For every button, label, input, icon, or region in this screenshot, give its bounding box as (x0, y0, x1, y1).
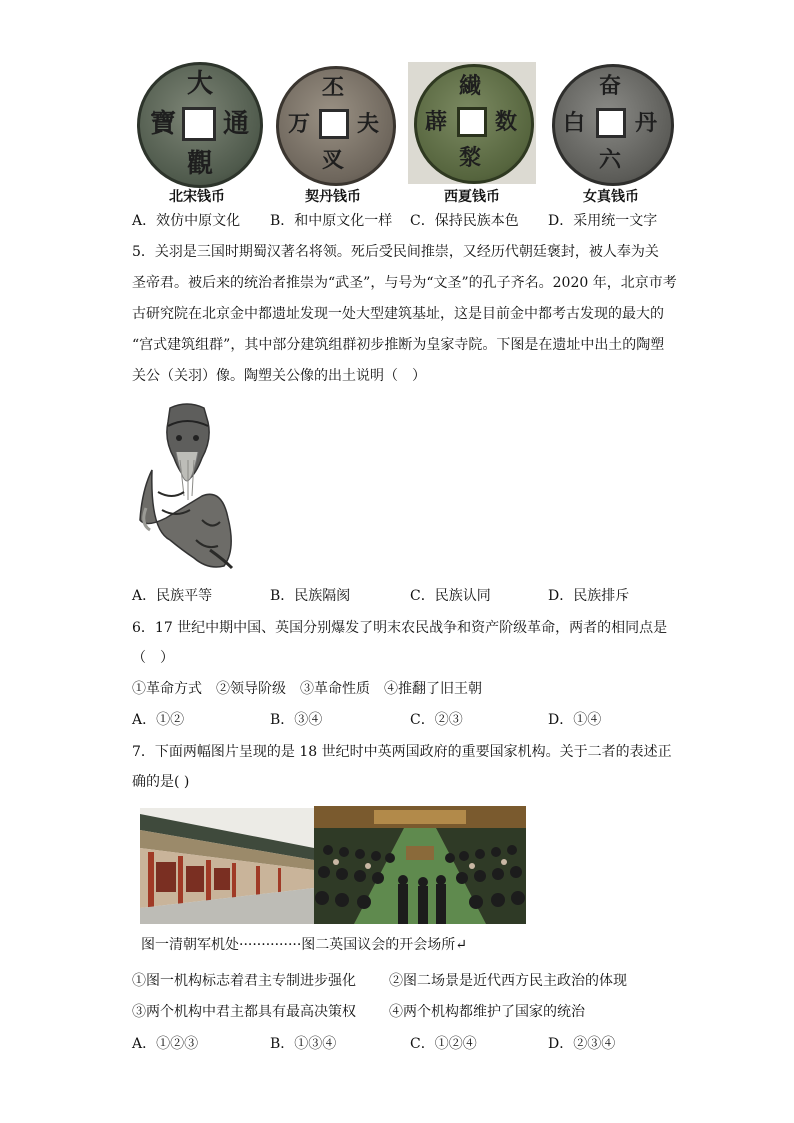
coin-glyph: 㕚 (322, 147, 345, 173)
q7-statement-2: ②图二场景是近代西方民主政治的体现 (389, 973, 627, 989)
q5-stem-line: 5．关羽是三国时期蜀汉著名将领。死后受民间推崇，又经历代朝廷褒封，被人奉为关 (132, 244, 659, 260)
grand-council-graphic (140, 808, 314, 924)
q6-stem-line: 6．17 世纪中期中国、英国分别爆发了明末农民战争和资产阶级革命，两者的相同点是 (132, 620, 668, 636)
coin-hole (182, 107, 216, 141)
coin-glyph: 薜 (425, 109, 448, 135)
coin-glyph: 万 (288, 111, 311, 137)
q7-image-caption: 图一清朝军机处··············图二英国议会的开会场所↵ (141, 937, 468, 953)
q7-option-c[interactable]: C．①②④ (410, 1036, 477, 1052)
khitan-coin-image (276, 66, 396, 186)
coin-hole (319, 109, 349, 139)
q6-stem-line: （ ） (132, 650, 174, 666)
xixia-coin-caption: 西夏钱币 (444, 189, 500, 205)
q7-option-d[interactable]: D．②③④ (548, 1036, 616, 1052)
grand-council-photo (140, 808, 314, 924)
coin-glyph: 繊 (459, 73, 482, 99)
q5-stem-line: 关公（关羽）像。陶塑关公像的出土说明（ ） (132, 368, 426, 384)
q6-option-d[interactable]: D．①④ (548, 712, 602, 728)
coin-glyph: 大 (187, 69, 214, 99)
khitan-coin-caption: 契丹钱币 (305, 189, 361, 205)
xixia-coin-image (414, 64, 534, 184)
coin-glyph: 奋 (599, 73, 622, 99)
q5-option-c[interactable]: C．民族认同 (410, 588, 491, 604)
parliament-photo (314, 806, 526, 924)
q6-option-c[interactable]: C．②③ (410, 712, 463, 728)
q5-option-a[interactable]: A．民族平等 (132, 588, 213, 604)
q4-option-d[interactable]: D．采用统一文字 (548, 213, 658, 229)
jurchen-coin-caption: 女真钱币 (583, 189, 639, 205)
coin-glyph: 湬 (459, 145, 482, 171)
coin-glyph: 寶 (150, 109, 177, 139)
coin-glyph: 数 (495, 109, 518, 135)
coin-glyph: 觀 (187, 149, 214, 179)
q6-option-b[interactable]: B．③④ (270, 712, 323, 728)
guan-yu-pottery-image (132, 400, 240, 572)
coin-glyph: 白 (563, 110, 586, 136)
xixia-coin-photo (408, 62, 536, 184)
coin-hole (457, 107, 487, 137)
q5-stem-line: “宫式建筑组群”，其中部分建筑组群初步推断为皇家寺院。下图是在遗址中出土的陶塑 (132, 337, 665, 353)
parliament-graphic (314, 806, 526, 924)
jurchen-coin-image (552, 64, 674, 186)
q7-option-b[interactable]: B．①③④ (270, 1036, 337, 1052)
coin-glyph: 丕 (322, 75, 345, 101)
coin-glyph: 六 (599, 147, 622, 173)
song-coin-caption: 北宋钱币 (169, 189, 225, 205)
q7-option-a[interactable]: A．①②③ (132, 1036, 199, 1052)
coin-glyph: 丹 (635, 110, 658, 136)
q4-option-a[interactable]: A．效仿中原文化 (132, 213, 241, 229)
q6-option-a[interactable]: A．①② (132, 712, 185, 728)
q7-stem-line: 7．下面两幅图片呈现的是 18 世纪时中英两国政府的重要国家机构。关于二者的表述正 (132, 744, 672, 760)
coin-glyph: 夫 (357, 111, 380, 137)
song-coin-image (137, 62, 263, 188)
q7-statement-3: ③两个机构中君主都具有最高决策权 (132, 1004, 356, 1020)
q4-option-b[interactable]: B．和中原文化一样 (270, 213, 393, 229)
q4-option-c[interactable]: C．保持民族本色 (410, 213, 519, 229)
q7-statement-1: ①图一机构标志着君主专制进步强化 (132, 973, 356, 989)
q5-option-d[interactable]: D．民族排斥 (548, 588, 630, 604)
coin-hole (596, 108, 626, 138)
q6-items: ①革命方式 ②领导阶级 ③革命性质 ④推翻了旧王朝 (132, 681, 482, 697)
coin-glyph: 通 (223, 109, 250, 139)
q5-option-b[interactable]: B．民族隔阂 (270, 588, 351, 604)
q7-stem-line: 确的是( ) (132, 774, 190, 790)
pottery-figure-graphic (132, 400, 240, 572)
q5-stem-line: 古研究院在北京金中都遗址发现一处大型建筑基址，这是目前金中都考古发现的最大的 (132, 306, 664, 322)
q5-stem-line: 圣帝君。被后来的统治者推崇为“武圣”，与号为“文圣”的孔子齐名。2020 年，北京市考 (132, 275, 677, 291)
q7-statement-4: ④两个机构都维护了国家的统治 (389, 1004, 585, 1020)
